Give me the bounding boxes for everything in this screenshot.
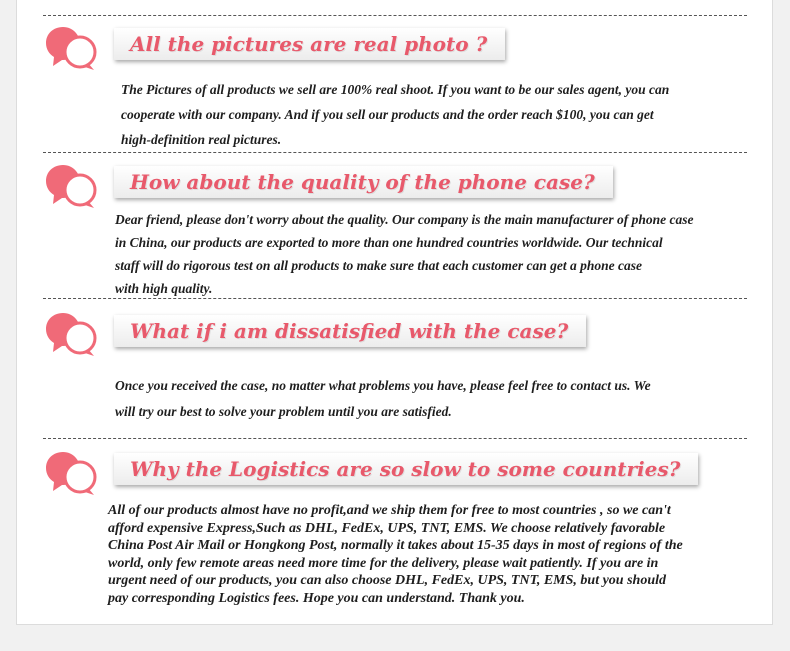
chat-bubbles-icon <box>44 310 100 360</box>
section-title: What if i am dissatisfied with the case? <box>130 319 569 343</box>
section-banner <box>114 315 586 347</box>
section-title: How about the quality of the phone case? <box>130 170 595 194</box>
section-divider <box>43 438 747 439</box>
section-title: All the pictures are real photo ? <box>130 32 488 56</box>
section-body <box>115 373 651 425</box>
section-divider <box>43 298 747 299</box>
body-line: Once you received the case, no matter what problems you have, please feel free to contact us. We <box>115 378 651 393</box>
body-line: afford expensive Express,Such as DHL, FedEx, UPS, TNT, EMS. We choose relatively favorable <box>108 520 666 536</box>
body-line: The Pictures of all products we sell are 100% real shoot. If you want to be our sales agent, you can <box>121 82 670 97</box>
section-banner <box>114 28 505 60</box>
body-line: All of our products almost have no profit,and we ship them for free to most countries , so we can't <box>108 503 671 518</box>
body-line: pay corresponding Logistics fees. Hope you can understand. Thank you. <box>108 590 525 606</box>
chat-bubbles-icon <box>44 449 100 499</box>
body-line: cooperate with our company. And if you sell our products and the order reach $100, you can get <box>121 107 654 122</box>
body-line: in China, our products are exported to more than one hundred countries worldwide. Our technical <box>115 235 663 250</box>
section-title: Why the Logistics are so slow to some countries? <box>130 457 681 481</box>
body-line: world, only few remote areas need more time for the delivery, please wait patiently. If you are in <box>108 555 659 571</box>
section-banner <box>114 453 698 485</box>
body-line: China Post Air Mail or Hongkong Post, normally it takes about 15-35 days in most of regions of the <box>108 538 683 553</box>
chat-bubbles-icon <box>44 162 100 212</box>
section-divider <box>43 15 747 16</box>
section-banner <box>114 166 613 198</box>
section-body <box>115 208 694 300</box>
body-line: staff will do rigorous test on all products to make sure that each customer can get a phone case <box>115 258 643 273</box>
section-divider <box>43 152 747 153</box>
body-line: high-definition real pictures. <box>121 132 282 147</box>
section-body <box>121 77 669 152</box>
body-line: will try our best to solve your problem until you are satisfied. <box>115 404 452 419</box>
chat-bubbles-icon <box>44 24 100 74</box>
body-line: Dear friend, please don't worry about the quality. Our company is the main manufacturer of phone case <box>115 212 694 227</box>
body-line: urgent need of our products, you can also choose DHL, FedEx, UPS, TNT, EMS, but you should <box>108 573 666 588</box>
body-line: with high quality. <box>115 281 213 296</box>
section-body <box>108 502 683 607</box>
